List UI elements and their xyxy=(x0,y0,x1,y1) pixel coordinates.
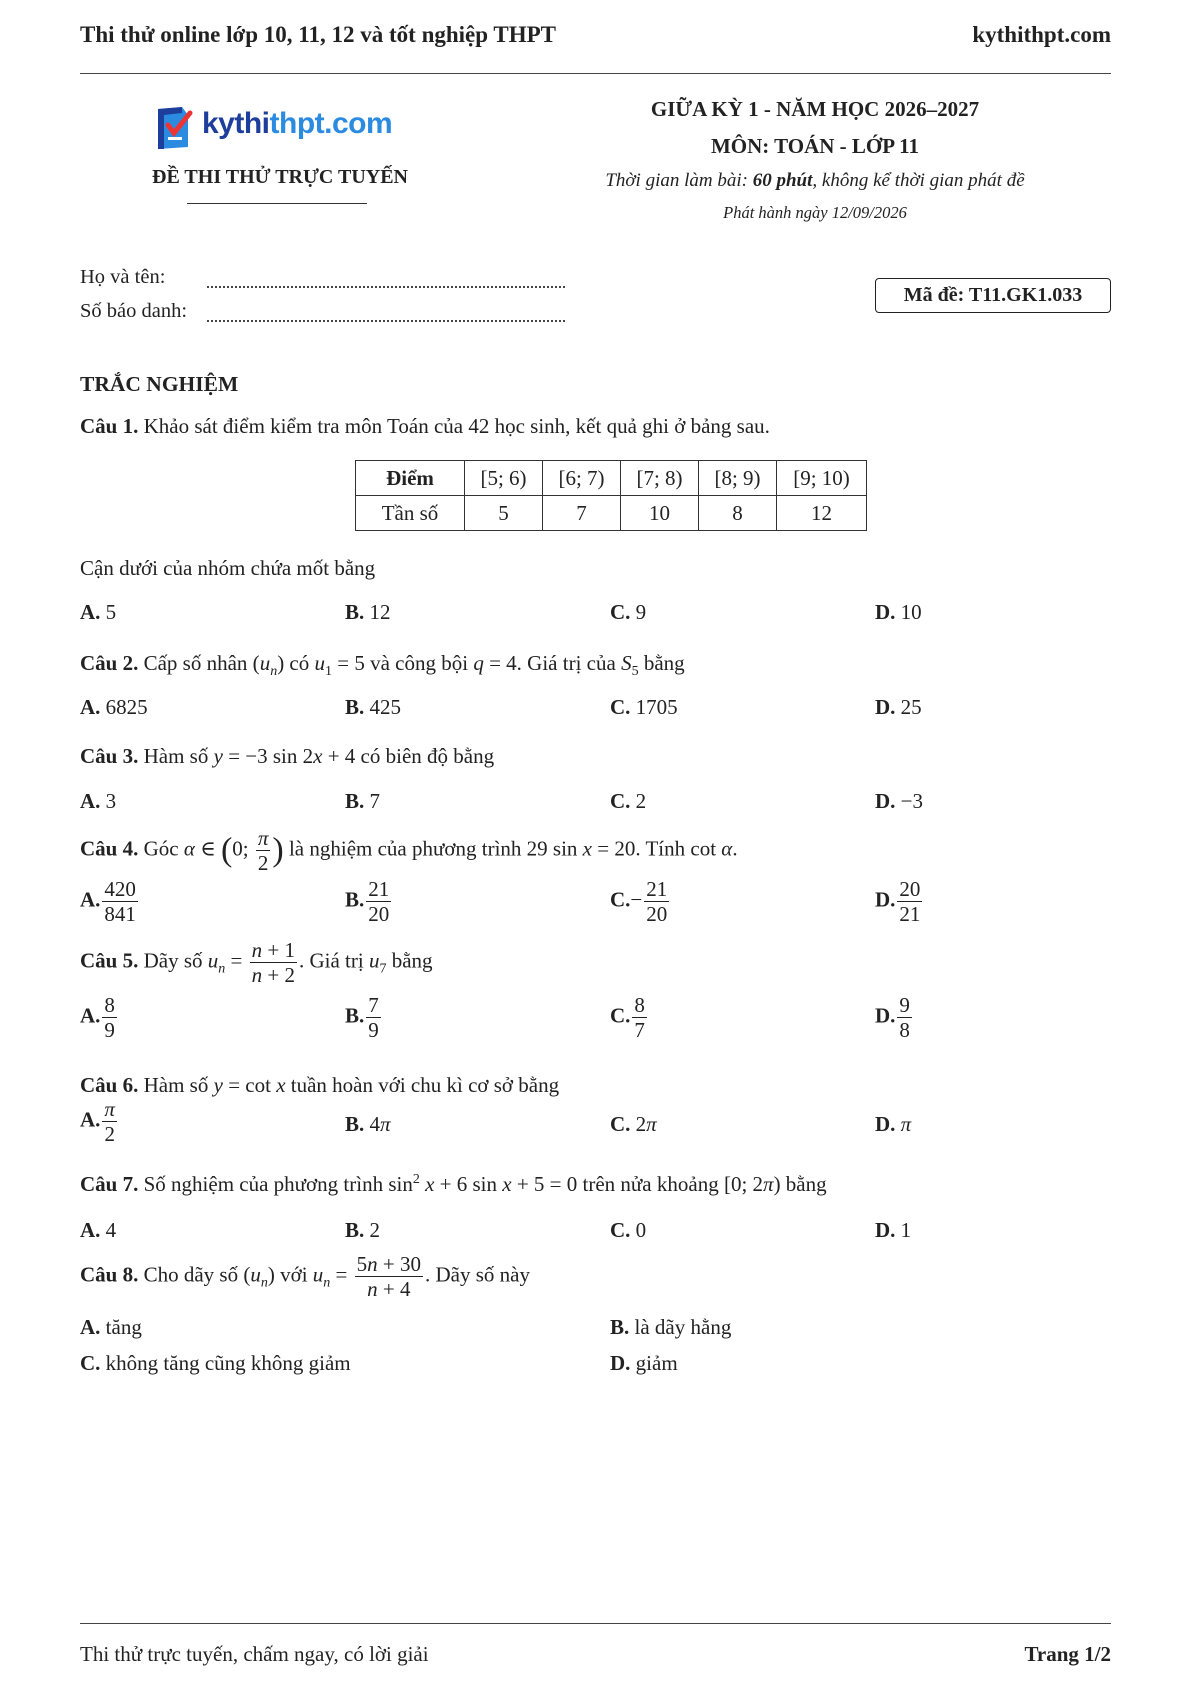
q1-option-b[interactable]: B. 12 xyxy=(345,600,391,624)
header-site: kythithpt.com xyxy=(972,22,1111,47)
q4-option-c[interactable]: C.− $\frac{21}{20}$ xyxy=(610,877,668,927)
page-header xyxy=(80,22,1111,52)
exam-code-box: Mã đề: T11.GK1.033 xyxy=(875,278,1111,313)
logo-text: kythithpt.com xyxy=(202,107,393,140)
exam-subject: MÔN: TOÁN - LỚP 11 xyxy=(710,134,920,158)
name-field xyxy=(207,286,565,288)
table-header-cell: [7; 8) xyxy=(621,461,699,496)
q6-option-d[interactable]: D. π xyxy=(875,1112,912,1136)
id-label: Số báo danh: xyxy=(80,300,188,322)
question-6: Câu 6. Hàm số y = cot x tuần hoàn với chu kì cơ sở bằng xyxy=(80,1073,560,1097)
table-header-label: Điểm xyxy=(356,461,465,496)
table-header-cell: [5; 6) xyxy=(465,461,543,496)
q5-option-a[interactable]: A. $\frac{8}{9}$ xyxy=(80,993,115,1043)
table-cell: 12 xyxy=(777,496,867,531)
header-title: Thi thử online lớp 10, 11, 12 và tốt nghiệp THPT xyxy=(80,22,556,47)
subtitle: ĐỀ THI THỬ TRỰC TUYẾN xyxy=(152,166,408,188)
q2-option-a[interactable]: A. 6825 xyxy=(80,695,148,719)
q8-option-a[interactable]: A. tăng xyxy=(80,1315,142,1339)
table-cell: 7 xyxy=(543,496,621,531)
q3-option-d[interactable]: D. −3 xyxy=(875,789,924,813)
frequency-table xyxy=(355,460,867,531)
question-8: Câu 8. Cho dãy số $(u_n)$ với $u_n$ = $\frac{5n + 30}{n + 4}$ . Dãy số này xyxy=(80,1252,530,1302)
q4-option-a[interactable]: A. $\frac{420}{841}$ xyxy=(80,877,136,927)
q8-option-d[interactable]: D. giảm xyxy=(610,1351,678,1375)
name-label: Họ và tên: xyxy=(80,266,166,288)
exam-release-date: Phát hành ngày 12/09/2026 xyxy=(723,203,907,222)
exam-term: GIỮA KỲ 1 - NĂM HỌC 2026–2027 xyxy=(650,97,980,121)
exam-time: Thời gian làm bài: 60 phút, không kể thời gian phát đề xyxy=(605,170,1025,191)
footer-rule xyxy=(80,1623,1111,1624)
q2-option-b[interactable]: B. 425 xyxy=(345,695,402,719)
question-2: Câu 2. Cấp số nhân $(u_n)$ có $u_1 = 5$ và công bội q = 4. Giá trị của $S_5$ bằng xyxy=(80,651,685,680)
q8-option-b[interactable]: B. là dãy hằng xyxy=(610,1315,732,1339)
header-rule xyxy=(80,73,1111,74)
question-3: Câu 3. Hàm số y = −3 sin 2x + 4 có biên độ bằng xyxy=(80,744,495,768)
q8-option-c[interactable]: C. không tăng cũng không giảm xyxy=(80,1351,351,1375)
table-header-cell: [9; 10) xyxy=(777,461,867,496)
section-title: TRẮC NGHIỆM xyxy=(80,372,239,396)
q2-option-d[interactable]: D. 25 xyxy=(875,695,922,719)
q6-option-c[interactable]: C. 2π xyxy=(610,1112,657,1136)
page-footer xyxy=(80,1642,1111,1667)
table-cell: 10 xyxy=(621,496,699,531)
exam-page xyxy=(80,0,1111,1684)
table-cell: 5 xyxy=(465,496,543,531)
q1-option-c[interactable]: C. 9 xyxy=(610,600,647,624)
table-header-cell: [8; 9) xyxy=(699,461,777,496)
site-logo xyxy=(152,103,412,155)
question-1-prompt: Cận dưới của nhóm chứa mốt bằng xyxy=(80,556,376,580)
q6-option-a[interactable]: A. $\frac{\pi}{2}$ xyxy=(80,1097,115,1147)
id-field xyxy=(207,320,565,322)
question-1: Câu 1. Khảo sát điểm kiểm tra môn Toán của 42 học sinh, kết quả ghi ở bảng sau. xyxy=(80,414,770,438)
question-5: Câu 5. Dãy số $u_n$ = $\frac{n + 1}{n + 2}$ . Giá trị $u_7$ bằng xyxy=(80,938,433,988)
q3-option-a[interactable]: A. 3 xyxy=(80,789,117,813)
q7-option-d[interactable]: D. 1 xyxy=(875,1218,912,1242)
q7-option-b[interactable]: B. 2 xyxy=(345,1218,381,1242)
q4-option-d[interactable]: D. $\frac{20}{21}$ xyxy=(875,877,921,927)
table-header-cell: [6; 7) xyxy=(543,461,621,496)
q2-option-c[interactable]: C. 1705 xyxy=(610,695,678,719)
question-4: Câu 4. Góc α ∈ (0; $\frac{\pi}{2}$ ) là nghiệm của phương trình 29 sin x = 20. Tính cot α. xyxy=(80,826,738,876)
q7-option-a[interactable]: A. 4 xyxy=(80,1218,117,1242)
q5-option-c[interactable]: C. $\frac{8}{7}$ xyxy=(610,993,645,1043)
q3-option-c[interactable]: C. 2 xyxy=(610,789,647,813)
q1-option-a[interactable]: A. 5 xyxy=(80,600,117,624)
q6-option-b[interactable]: B. 4π xyxy=(345,1112,391,1136)
q1-option-d[interactable]: D. 10 xyxy=(875,600,922,624)
subtitle-underline xyxy=(187,203,367,204)
logo-icon xyxy=(152,103,198,153)
q7-option-c[interactable]: C. 0 xyxy=(610,1218,647,1242)
footer-text: Thi thử trực tuyến, chấm ngay, có lời giải xyxy=(80,1642,429,1666)
q5-option-d[interactable]: D. $\frac{9}{8}$ xyxy=(875,993,910,1043)
table-row-label: Tần số xyxy=(356,496,465,531)
q4-option-b[interactable]: B. $\frac{21}{20}$ xyxy=(345,877,390,927)
question-7: Câu 7. Số nghiệm của phương trình $\sin^2 x + 6$ sin x + 5 = 0 trên nửa khoảng [0; 2π) bằng xyxy=(80,1172,827,1196)
table-cell: 8 xyxy=(699,496,777,531)
page-number: Trang 1/2 xyxy=(1024,1642,1111,1666)
q3-option-b[interactable]: B. 7 xyxy=(345,789,381,813)
q5-option-b[interactable]: B. $\frac{7}{9}$ xyxy=(345,993,379,1043)
